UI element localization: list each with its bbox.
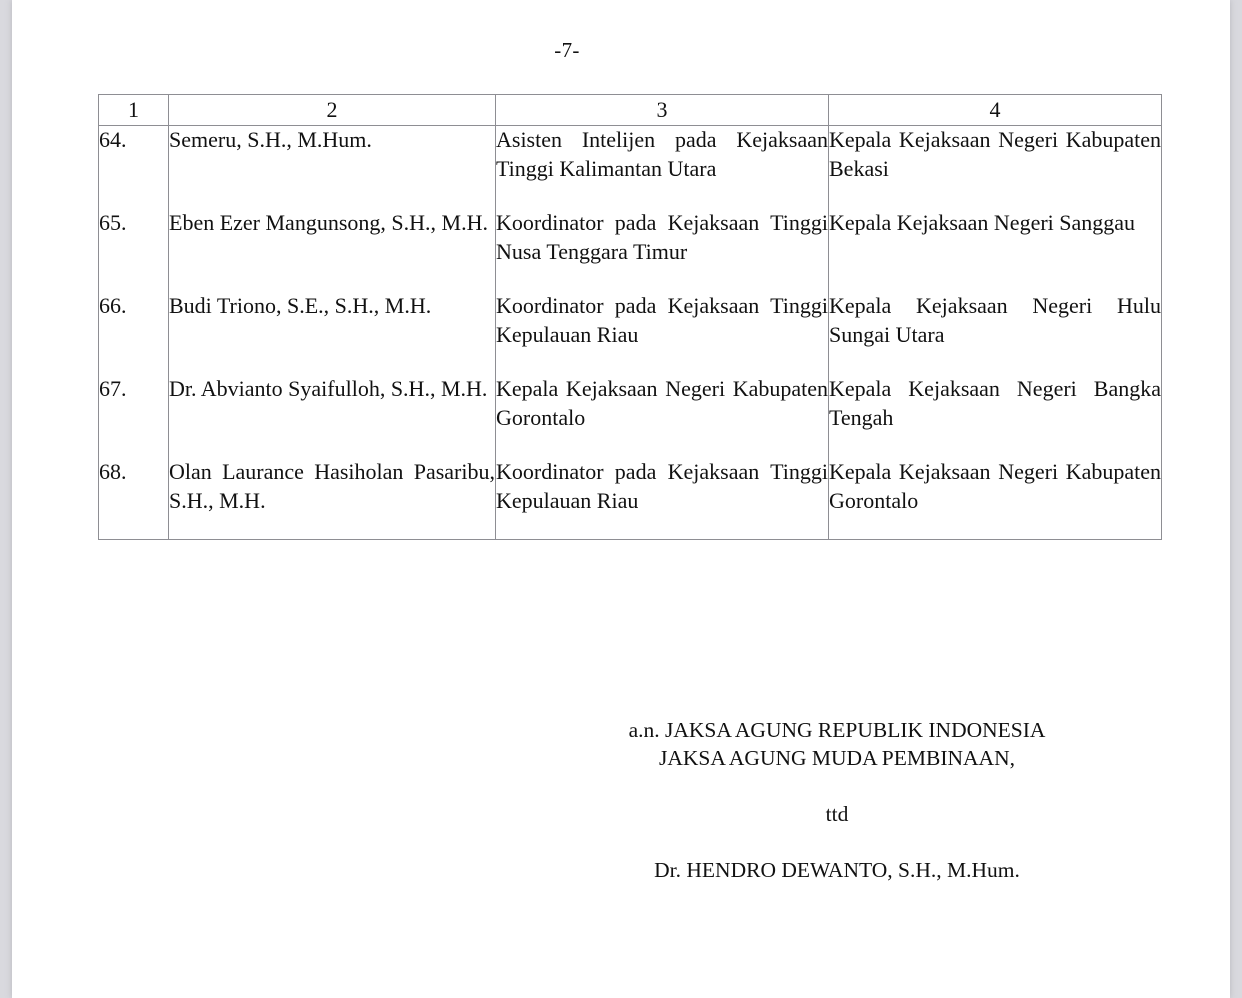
row-gap bbox=[99, 432, 1162, 458]
row-number: 66. bbox=[99, 292, 169, 349]
table-header bbox=[99, 95, 1162, 126]
page-number: -7- bbox=[554, 38, 580, 62]
table-row bbox=[99, 375, 1162, 432]
table-row bbox=[99, 292, 1162, 349]
row-official-name: Semeru, S.H., M.Hum. bbox=[169, 126, 496, 184]
table-row bbox=[99, 209, 1162, 266]
row-number: 65. bbox=[99, 209, 169, 266]
row-gap bbox=[99, 349, 1162, 375]
row-current-position: Koordinator pada Kejaksaan Tinggi Kepulauan Riau bbox=[496, 458, 829, 540]
row-current-position: Koordinator pada Kejaksaan Tinggi Nusa Tenggara Timur bbox=[496, 209, 829, 266]
column-header-4: 4 bbox=[829, 95, 1162, 126]
table-header-row bbox=[99, 95, 1162, 126]
signatory-name: Dr. HENDRO DEWANTO, S.H., M.Hum. bbox=[654, 858, 1020, 882]
row-new-position: Kepala Kejaksaan Negeri Kabupaten Bekasi bbox=[829, 126, 1162, 184]
signatory-authority-line2: JAKSA AGUNG MUDA PEMBINAAN, bbox=[659, 746, 1015, 770]
row-official-name: Eben Ezer Mangunsong, S.H., M.H. bbox=[169, 209, 496, 266]
row-official-name: Budi Triono, S.E., S.H., M.H. bbox=[169, 292, 496, 349]
row-official-name: Dr. Abvianto Syaifulloh, S.H., M.H. bbox=[169, 375, 496, 432]
officials-assignment-table bbox=[98, 94, 1162, 540]
row-current-position: Asisten Intelijen pada Kejaksaan Tinggi Kalimantan Utara bbox=[496, 126, 829, 184]
row-new-position: Kepala Kejaksaan Negeri Sanggau bbox=[829, 209, 1162, 266]
row-official-name: Olan Laurance Hasiholan Pasaribu, S.H., M.H. bbox=[169, 458, 496, 540]
row-gap bbox=[99, 183, 1162, 209]
signatory-authority-line1: a.n. JAKSA AGUNG REPUBLIK INDONESIA bbox=[628, 718, 1046, 742]
row-gap bbox=[99, 266, 1162, 292]
row-current-position: Kepala Kejaksaan Negeri Kabupaten Gorontalo bbox=[496, 375, 829, 432]
signature-mark: ttd bbox=[825, 802, 849, 826]
column-header-2: 2 bbox=[169, 95, 496, 126]
table-body bbox=[99, 126, 1162, 540]
row-new-position: Kepala Kejaksaan Negeri Hulu Sungai Utara bbox=[829, 292, 1162, 349]
row-number: 67. bbox=[99, 375, 169, 432]
signature-block bbox=[512, 716, 1162, 884]
document-page bbox=[12, 0, 1230, 998]
row-current-position: Koordinator pada Kejaksaan Tinggi Kepulauan Riau bbox=[496, 292, 829, 349]
row-number: 68. bbox=[99, 458, 169, 540]
row-new-position: Kepala Kejaksaan Negeri Bangka Tengah bbox=[829, 375, 1162, 432]
table-row bbox=[99, 126, 1162, 184]
column-header-3: 3 bbox=[496, 95, 829, 126]
row-number: 64. bbox=[99, 126, 169, 184]
column-header-1: 1 bbox=[99, 95, 169, 126]
row-new-position: Kepala Kejaksaan Negeri Kabupaten Gorontalo bbox=[829, 458, 1162, 540]
table-row bbox=[99, 458, 1162, 540]
